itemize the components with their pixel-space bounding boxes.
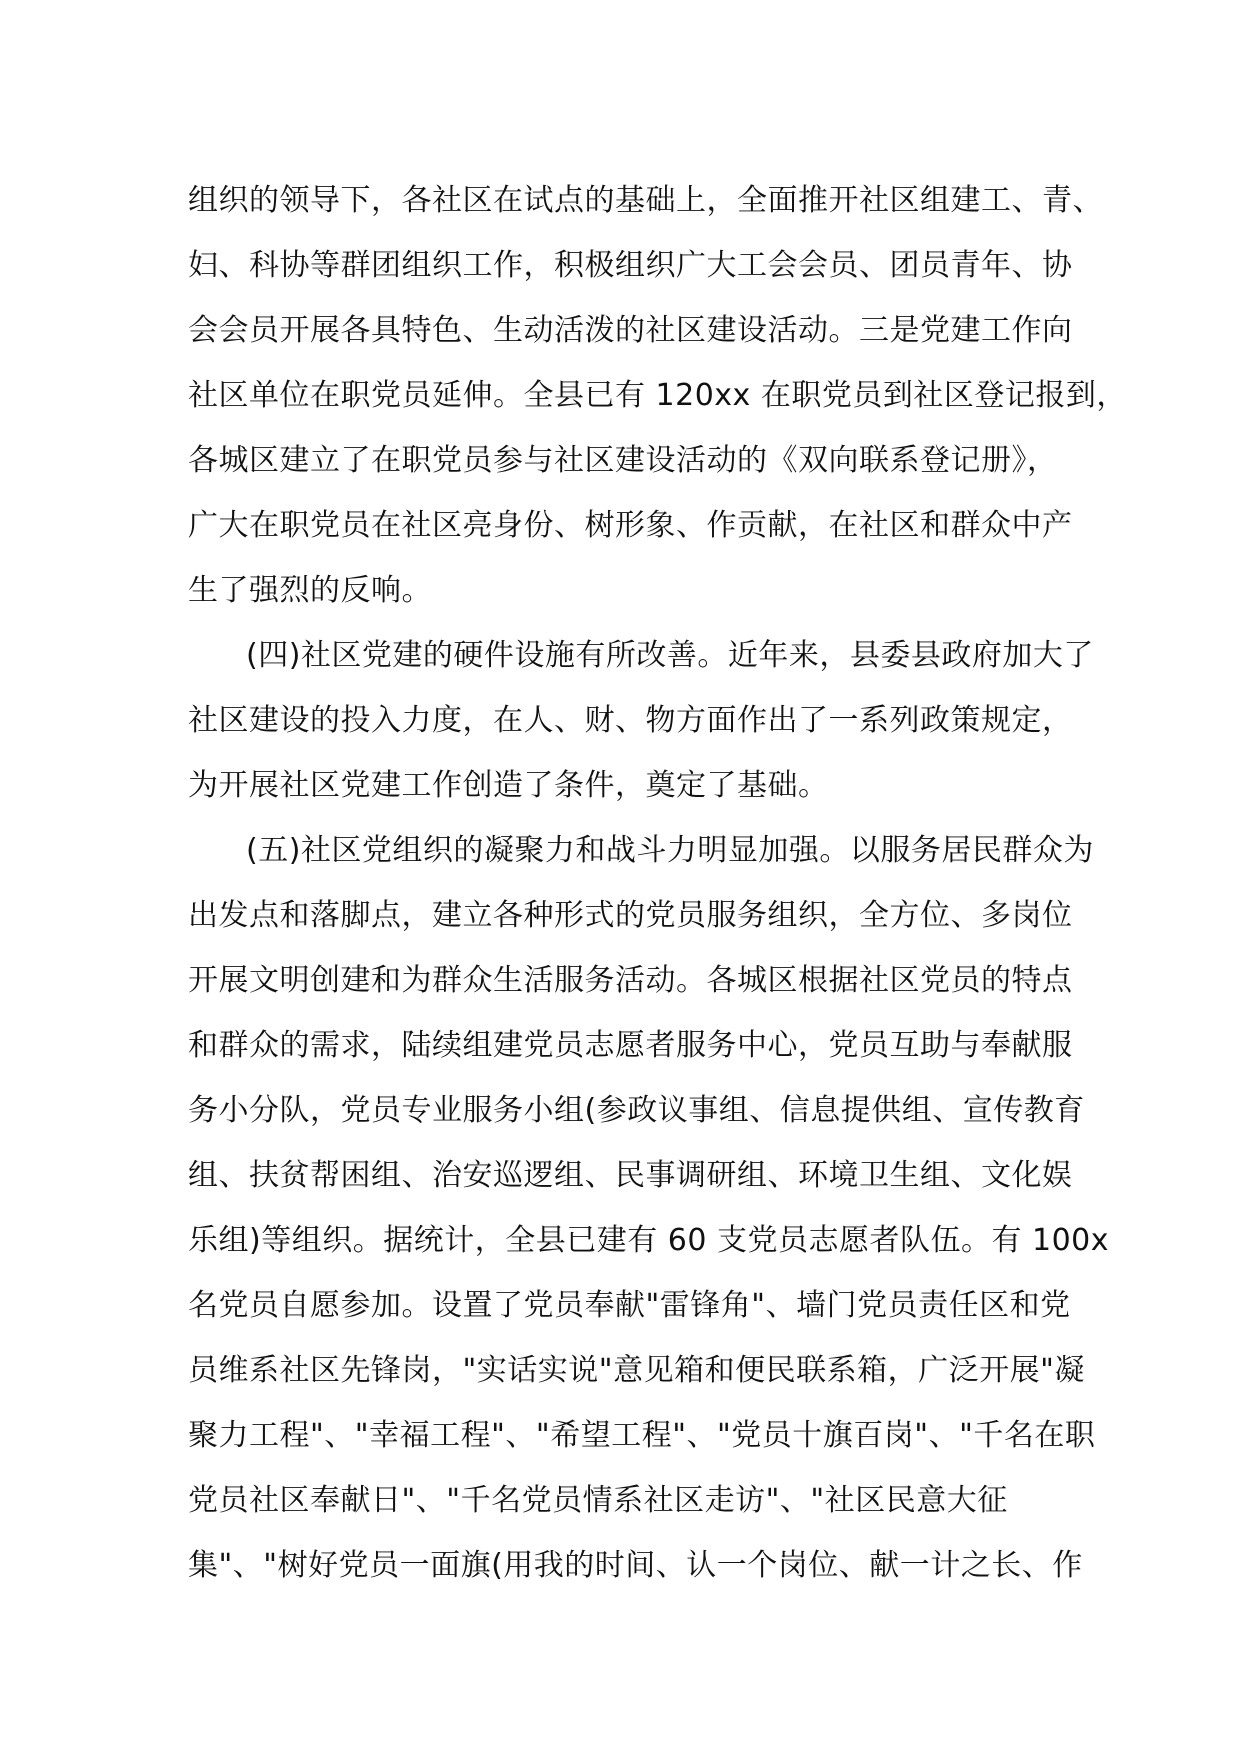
text-line: 社区建设的投入力度，在人、财、物方面作出了一系列政策规定，: [188, 703, 1073, 738]
text-line: 员维系社区先锋岗，"实话实说"意见箱和便民联系箱，广泛开展"凝: [188, 1353, 1085, 1388]
text-line: 各城区建立了在职党员参与社区建设活动的《双向联系登记册》，: [188, 443, 1058, 478]
text-line: 组织的领导下，各社区在试点的基础上，全面推开社区组建工、青、: [188, 183, 1103, 218]
text-line: 党员社区奉献日"、"千名党员情系社区走访"、"社区民意大征: [188, 1483, 1008, 1518]
text-line: 务小分队，党员专业服务小组(参政议事组、信息提供组、宣传教育: [188, 1093, 1085, 1128]
text-line: 聚力工程"、"幸福工程"、"希望工程"、"党员十旗百岗"、"千名在职: [188, 1418, 1096, 1453]
text-line: 社区单位在职党员延伸。全县已有 120xx 在职党员到社区登记报到，: [188, 378, 1127, 413]
text-line: 组、扶贫帮困组、治安巡逻组、民事调研组、环境卫生组、文化娱: [188, 1158, 1073, 1193]
paragraph-start-line: (五)社区党组织的凝聚力和战斗力明显加强。以服务居民群众为: [246, 833, 1094, 868]
text-line: 开展文明创建和为群众生活服务活动。各城区根据社区党员的特点: [188, 963, 1073, 998]
text-line: 乐组)等组织。据统计，全县已建有 60 支党员志愿者队伍。有 100x: [188, 1223, 1110, 1258]
paragraph-start-line: (四)社区党建的硬件设施有所改善。近年来，县委县政府加大了: [246, 638, 1094, 673]
text-line: 集"、"树好党员一面旗(用我的时间、认一个岗位、献一计之长、作: [188, 1548, 1083, 1583]
text-line: 妇、科协等群团组织工作，积极组织广大工会会员、团员青年、协: [188, 248, 1073, 283]
text-line: 名党员自愿参加。设置了党员奉献"雷锋角"、墙门党员责任区和党: [188, 1288, 1071, 1323]
text-line: 和群众的需求，陆续组建党员志愿者服务中心，党员互助与奉献服: [188, 1028, 1073, 1063]
text-line: 生了强烈的反响。: [188, 573, 432, 608]
text-line: 广大在职党员在社区亮身份、树形象、作贡献，在社区和群众中产: [188, 508, 1073, 543]
body-text: [188, 168, 1127, 1598]
text-line: 为开展社区党建工作创造了条件，奠定了基础。: [188, 768, 829, 803]
text-line: 出发点和落脚点，建立各种形式的党员服务组织，全方位、多岗位: [188, 898, 1073, 933]
text-line: 会会员开展各具特色、生动活泼的社区建设活动。三是党建工作向: [188, 313, 1073, 348]
